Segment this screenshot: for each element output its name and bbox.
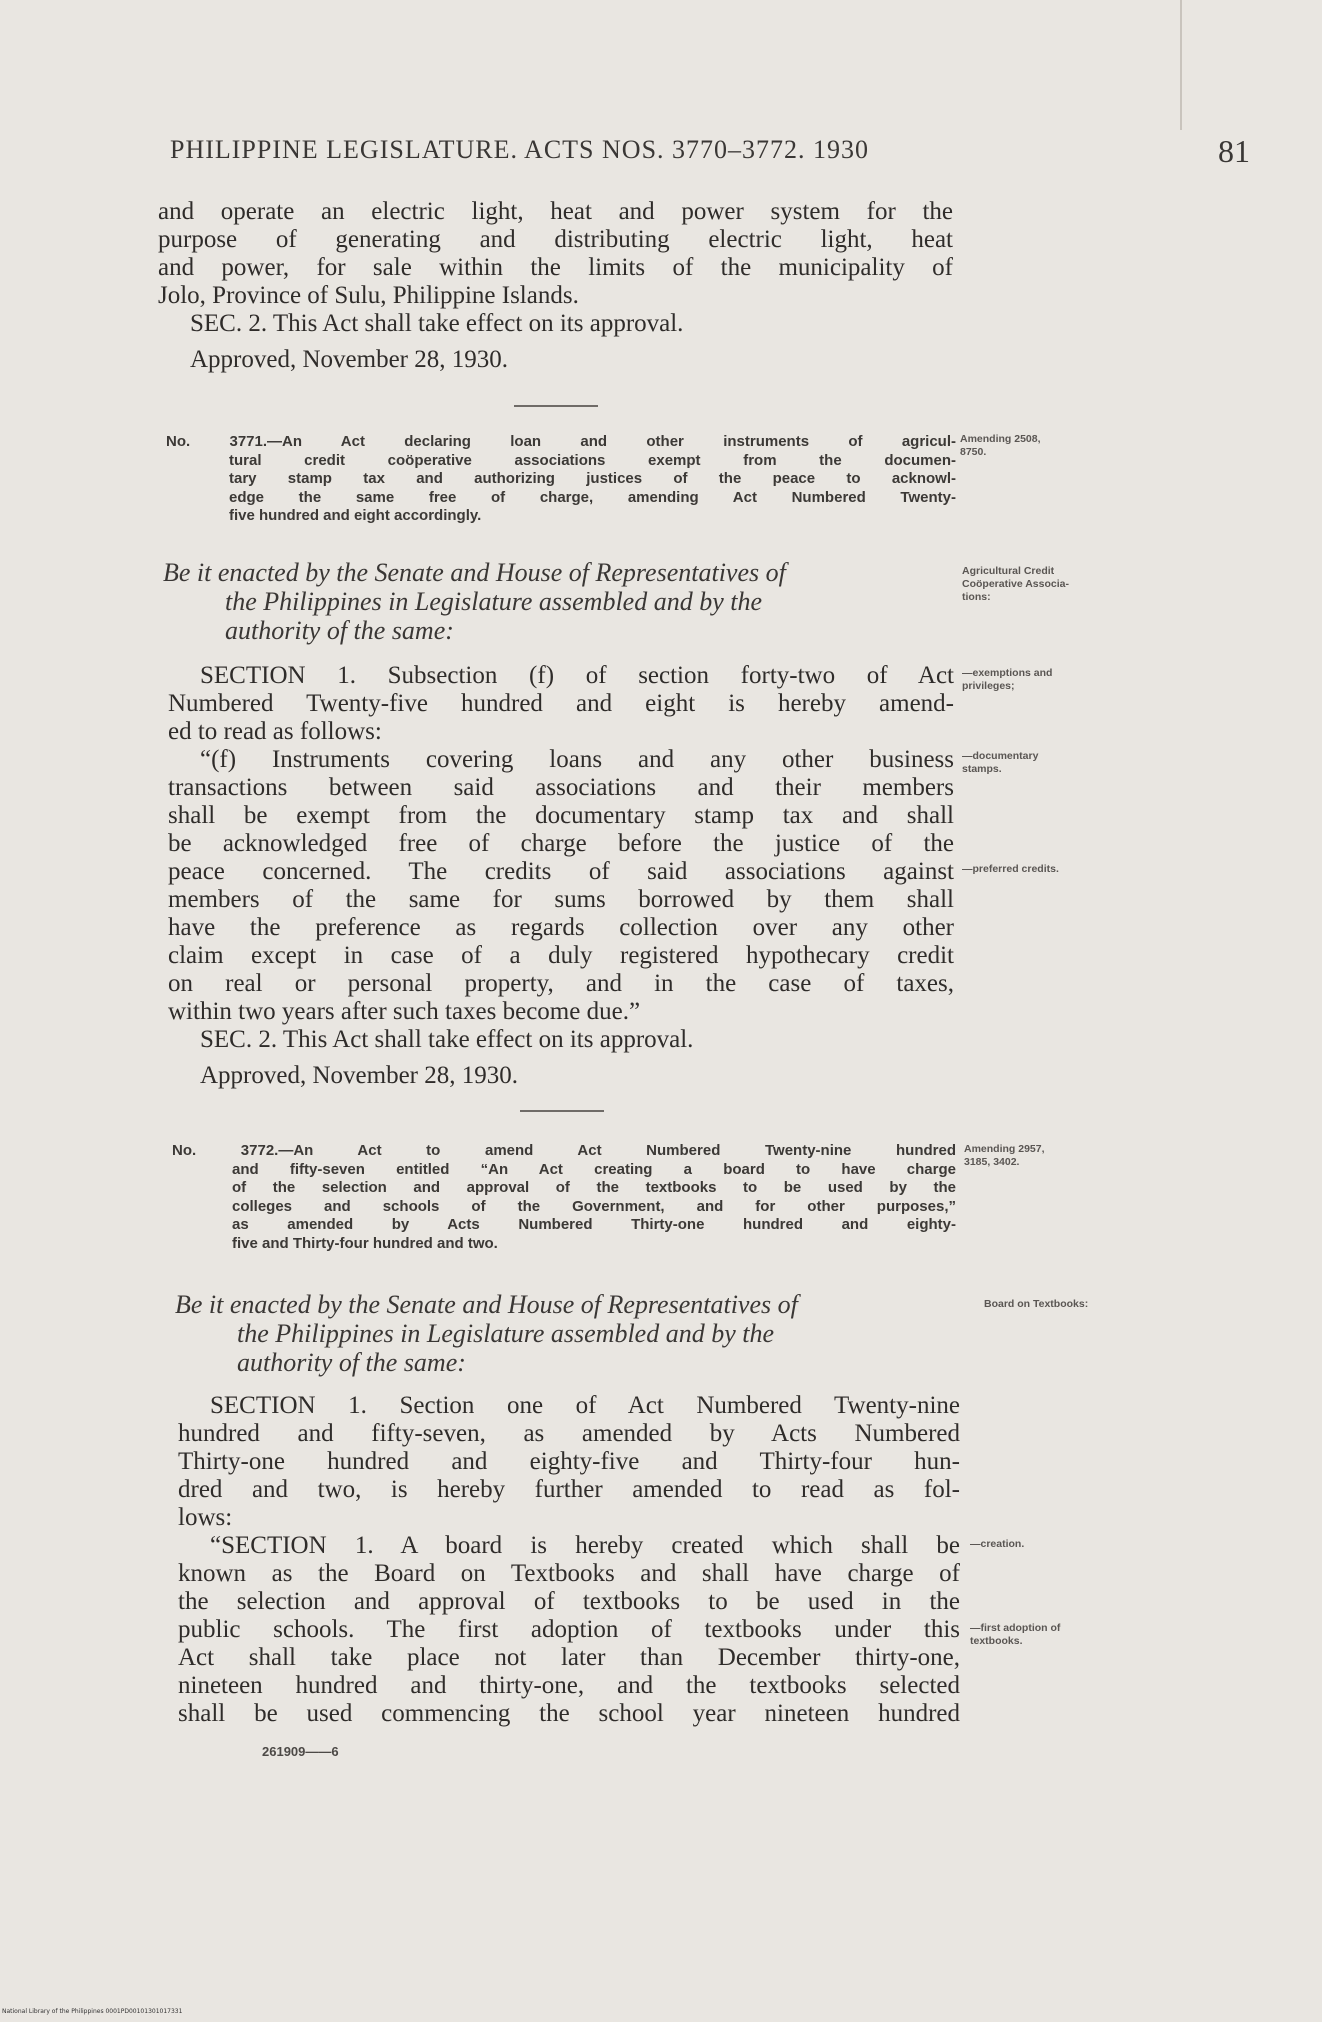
act-3771-sec2: SEC. 2. This Act shall take effect on its approval.	[200, 1026, 694, 1053]
act-3772-body	[178, 1392, 960, 1728]
source-line: National Library of the Philippines 0001PD00101301017331	[2, 2008, 183, 2015]
summary-line: of the selection and approval of the textbooks to be used by the	[232, 1179, 956, 1196]
section-divider	[520, 1110, 604, 1112]
act-3771-summary	[166, 433, 956, 526]
body-line: Numbered Twenty-five hundred and eight is hereby amend-	[168, 690, 954, 717]
intro-approved: Approved, November 28, 1930.	[190, 346, 508, 373]
body-line: shall be exempt from the documentary stamp tax and shall	[168, 802, 954, 829]
body-line: ed to read as follows:	[168, 718, 382, 745]
intro-line: and operate an electric light, heat and power system for the	[158, 198, 953, 225]
body-line: Act shall take place not later than December thirty-one,	[178, 1644, 960, 1671]
act-3771-approved: Approved, November 28, 1930.	[200, 1062, 518, 1089]
enacting-line: the Philippines in Legislature assembled and by the	[237, 1319, 775, 1348]
summary-line: colleges and schools of the Government, and for other purposes,”	[232, 1197, 956, 1215]
body-line: shall be used commencing the school year nineteen hundred	[178, 1700, 960, 1727]
intro-line: and power, for sale within the limits of the municipality of	[158, 254, 953, 281]
body-line: hundred and fifty-seven, as amended by Acts Numbered	[178, 1420, 960, 1447]
act-3771-enacting-clause	[163, 558, 943, 645]
body-line: “(f) Instruments covering loans and any other business	[200, 746, 954, 773]
summary-line: five and Thirty-four hundred and two.	[232, 1234, 498, 1252]
body-line: known as the Board on Textbooks and shall have charge of	[178, 1560, 960, 1587]
margin-note-first-adoption: —first adoption of textbooks.	[970, 1622, 1061, 1647]
body-line: members of the same for sums borrowed by them shall	[168, 886, 954, 913]
summary-line: edge the same free of charge, amending Act Numbered Twenty-	[229, 488, 956, 506]
enacting-line: authority of the same:	[237, 1348, 466, 1377]
enacting-line: Be it enacted by the Senate and House of Representatives of	[175, 1290, 798, 1319]
body-line: be acknowledged free of charge before the justice of the	[168, 830, 954, 857]
act-3772-enacting-clause	[175, 1290, 955, 1377]
margin-note-amending-2957: Amending 2957, 3185, 3402.	[964, 1143, 1045, 1168]
print-code: 261909——6	[262, 1744, 339, 1759]
body-line: claim except in case of a duly registered hypothecary credit	[168, 942, 954, 969]
section-divider	[514, 405, 598, 407]
summary-line: as amended by Acts Numbered Thirty-one hundred and eighty-	[232, 1216, 956, 1233]
body-line: lows:	[178, 1504, 233, 1531]
body-line: dred and two, is hereby further amended to read as fol-	[178, 1476, 960, 1503]
intro-line: purpose of generating and distributing electric light, heat	[158, 226, 953, 253]
margin-note-documentary: —documentary stamps.	[962, 750, 1039, 775]
body-line: SECTION 1. Subsection (f) of section forty-two of Act	[200, 662, 954, 689]
body-line: peace concerned. The credits of said associations against	[168, 858, 954, 885]
body-line: transactions between said associations and their members	[168, 774, 954, 801]
page-number: 81	[1218, 133, 1250, 169]
enacting-line: authority of the same:	[225, 616, 454, 645]
margin-note-amending-2508: Amending 2508, 8750.	[960, 433, 1041, 458]
enacting-line: the Philippines in Legislature assembled and by the	[225, 587, 763, 616]
running-header: PHILIPPINE LEGISLATURE. ACTS NOS. 3770–3772. 1930	[170, 135, 870, 164]
enacting-line: Be it enacted by the Senate and House of Representatives of	[163, 558, 786, 587]
body-line: Thirty-one hundred and eighty-five and Thirty-four hun-	[178, 1448, 960, 1475]
body-line: SECTION 1. Section one of Act Numbered Twenty-nine	[210, 1392, 960, 1419]
summary-line: tary stamp tax and authorizing justices of the peace to acknowl-	[229, 470, 956, 487]
summary-line: tural credit coöperative associations exempt from the documen-	[229, 451, 956, 469]
summary-line: and fifty-seven entitled “An Act creating a board to have charge	[232, 1160, 956, 1178]
body-line: nineteen hundred and thirty-one, and the textbooks selected	[178, 1672, 960, 1699]
summary-line: No. 3771.—An Act declaring loan and other instruments of agricul-	[166, 433, 956, 450]
body-line: within two years after such taxes become due.”	[168, 998, 641, 1025]
intro-line: Jolo, Province of Sulu, Philippine Islands.	[158, 282, 579, 309]
margin-note-board: Board on Textbooks:	[984, 1298, 1089, 1310]
intro-paragraph	[158, 198, 953, 374]
act-3772-summary	[172, 1142, 956, 1253]
margin-note-preferred: —preferred credits.	[962, 863, 1059, 875]
body-line: on real or personal property, and in the case of taxes,	[168, 970, 954, 997]
body-line: public schools. The first adoption of textbooks under this	[178, 1616, 960, 1643]
summary-line: five hundred and eight accordingly.	[229, 507, 482, 524]
intro-sec2: SEC. 2. This Act shall take effect on its approval.	[190, 310, 684, 337]
act-3771-body	[168, 662, 954, 1090]
body-line: “SECTION 1. A board is hereby created which shall be	[210, 1532, 960, 1559]
margin-note-creation: —creation.	[970, 1538, 1025, 1550]
margin-note-exemptions: —exemptions and privileges;	[962, 667, 1053, 692]
margin-note-agricultural-credit: Agricultural Credit Coöperative Associa- tions:	[962, 565, 1069, 603]
body-line: the selection and approval of textbooks to be used in the	[178, 1588, 960, 1615]
body-line: have the preference as regards collection over any other	[168, 914, 954, 941]
page-fold-shadow	[1180, 0, 1182, 130]
summary-line: No. 3772.—An Act to amend Act Numbered Twenty-nine hundred	[172, 1142, 956, 1159]
